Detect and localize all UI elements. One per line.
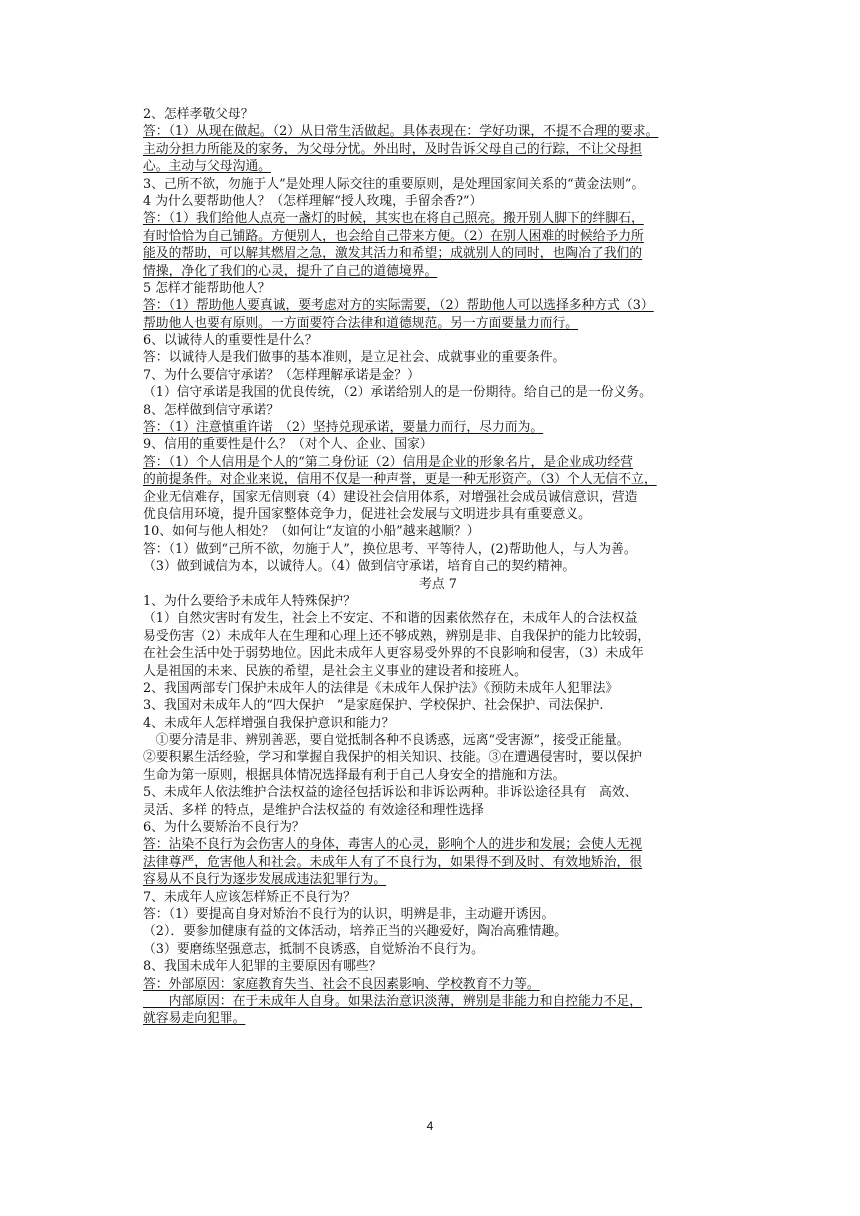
statement-line: 灵活、多样 的特点，是维护合法权益的 有效途径和理性选择: [143, 802, 484, 818]
answer-line: 优良信用环境，提升国家整体竞争力，促进社会发展与文明进步具有重要意义。: [143, 506, 591, 522]
page-number: 4: [426, 1119, 434, 1133]
answer-line: 答：（1）我们给他人点亮一盏灯的时候，其实也在将自己照亮。搬开别人脚下的绊脚石，: [143, 211, 644, 227]
answer-line: 答：沾染不良行为会伤害人的身体，毒害人的心灵，影响个人的进步和发展；会使人无视: [143, 837, 643, 853]
answer-line: 答：（1）做到“己所不欲，勿施于人”，换位思考、平等待人，(2)帮助他人，与人为善。: [143, 541, 637, 557]
question-9-heading: 9、信用的重要性是什么？（对个人、企业、国家）: [143, 437, 433, 453]
answer-line: 答：（1）从现在做起。（2）从日常生活做起。具体表现在：学好功课，不提不合理的要求。: [143, 124, 659, 140]
question-8-heading: 8、怎样做到信守承诺？: [143, 402, 280, 418]
answer-line: 容易从不良行为逐步发展成违法犯罪行为。: [143, 872, 387, 888]
statement-line: 5、未成年人依法维护合法权益的途径包括诉讼和非诉讼两种。非诉讼途径具有 高效、: [143, 785, 638, 801]
question-2-heading: 2、怎样孝敬父母？: [143, 107, 254, 122]
answer-line: 易受伤害（2）未成年人在生理和心理上还不够成熟，辨别是非、自我保护的能力比较弱，: [143, 628, 651, 644]
question-7-heading: 7、为什么要信守承诺？（怎样理解承诺是金？）: [143, 367, 420, 383]
section-heading: 考点 7: [419, 576, 457, 592]
answer-line: 答：（1）要提高自身对矫治不良行为的认识，明辨是非，主动避开诱因。: [143, 906, 555, 922]
question-heading: 8、我国未成年人犯罪的主要原因有哪些？: [143, 959, 382, 975]
answer-line: 企业无信难存，国家无信则衰（4）建设社会信用体系，对增强社会成员诚信意识，营造: [143, 489, 638, 505]
answer-line: 情操，净化了我们的心灵，提升了自己的道德境界。: [143, 263, 438, 279]
question-heading: 6、为什么要矫治不良行为？: [143, 820, 305, 836]
question-heading: 4、未成年人怎样增强自我保护意识和能力？: [143, 715, 395, 731]
answer-line: 答：（1）个人信用是个人的“第二身份证（2）信用是企业的形象名片，是企业成功经营: [143, 454, 633, 470]
answer-line: 心。主动与父母沟通。: [143, 159, 271, 175]
statement-line: 3、我国对未成年人的“四大保护 ”是家庭保护、学校保护、社会保护、司法保护.: [143, 698, 604, 714]
answer-line: （1）信守承诺是我国的优良传统，（2）承诺给别人的是一份期待。给自己的是一份义务。: [143, 385, 652, 401]
answer-line: 生命为第一原则，根据具体情况选择最有利于自己人身安全的措施和方法。: [143, 767, 566, 783]
answer-line: 有时恰恰为自己铺路。方便别人，也会给自己带来方便。（2）在别人困难的时候给予力所: [143, 228, 644, 244]
answer-line: 答：（1）注意慎重许诺 （2）坚持兑现承诺，要量力而行，尽力而为。: [143, 420, 544, 436]
statement-line: 3、己所不欲，勿施于人”是处理人际交往的重要原则，是处理国家间关系的“黄金法则”。: [143, 176, 645, 192]
question-6-heading: 6、以诚待人的重要性是什么？: [143, 333, 318, 349]
question-heading: 7、未成年人应该怎样矫正不良行为？: [143, 889, 356, 905]
answer-line: 内部原因：在于未成年人自身。如果法治意识淡薄，辨别是非能力和自控能力不足，: [143, 993, 643, 1009]
statement-line: 2、我国两部专门保护未成年人的法律是《未成年人保护法》《预防未成年人犯罪法》: [143, 680, 619, 696]
page-body: [143, 106, 733, 1028]
question-4-heading: 4 为什么要帮助他人？（怎样理解“授人玫瑰，手留余香?”）: [143, 193, 483, 209]
answer-line: （3）做到诚信为本，以诚待人。（4）做到信守承诺，培育自己的契约精神。: [143, 559, 576, 575]
answer-line: 主动分担力所能及的家务，为父母分忧。外出时，及时告诉父母自己的行踪，不让父母担: [143, 141, 643, 157]
answer-line: ②要积累生活经验，学习和掌握自我保护的相关知识、技能。③在遭遇侵害时，要以保护: [143, 750, 643, 766]
answer-line: 答：外部原因：家庭教育失当、社会不良因素影响、学校教育不力等。: [143, 976, 540, 992]
answer-line: 答：（1）帮助他人要真诚，要考虑对方的实际需要，（2）帮助他人可以选择多种方式（3）: [143, 298, 654, 314]
answer-line: 人是祖国的未来、民族的希望，是社会主义事业的建设者和接班人。: [143, 663, 527, 679]
answer-line: 在社会生活中处于弱势地位。因此未成年人更容易受外界的不良影响和侵害，（3）未成年: [143, 646, 644, 662]
answer-line: 答：以诚待人是我们做事的基本准则，是立足社会、成就事业的重要条件。: [143, 350, 566, 366]
question-5-heading: 5 怎样才能帮助他人？: [143, 280, 271, 296]
answer-line: （1）自然灾害时有发生，社会上不安定、不和谐的因素依然存在，未成年人的合法权益: [143, 611, 638, 627]
answer-line: 的前提条件。对企业来说，信用不仅是一种声誉，更是一种无形资产。（3）个人无信不立，: [143, 472, 657, 488]
question-10-heading: 10、如何与他人相处？（如何让“友谊的小船”越来越顺？）: [143, 524, 480, 540]
question-heading: 1、为什么要给予未成年人特殊保护？: [143, 593, 356, 609]
answer-line: 就容易走向犯罪。: [143, 1011, 246, 1027]
answer-line: （3）要磨练坚强意志，抵制不良诱惑，自觉矫治不良行为。: [143, 941, 484, 957]
answer-line: （2）．要参加健康有益的文体活动，培养正当的兴趣爱好，陶冶高雅情趣。: [143, 924, 568, 940]
answer-line: 能及的帮助，可以解其燃眉之急，激发其活力和希望；成就别人的同时，也陶冶了我们的: [143, 246, 643, 262]
answer-line: 帮助他人也要有原则。一方面要符合法律和道德规范。另一方面要量力而行。: [143, 315, 579, 331]
answer-line: 法律尊严，危害他人和社会。未成年人有了不良行为，如果得不到及时、有效地矫治，很: [143, 854, 643, 870]
answer-line: ①要分清是非、辨别善恶，要自觉抵制各种不良诱惑，远离“受害源”，接受正能量。: [143, 733, 630, 749]
